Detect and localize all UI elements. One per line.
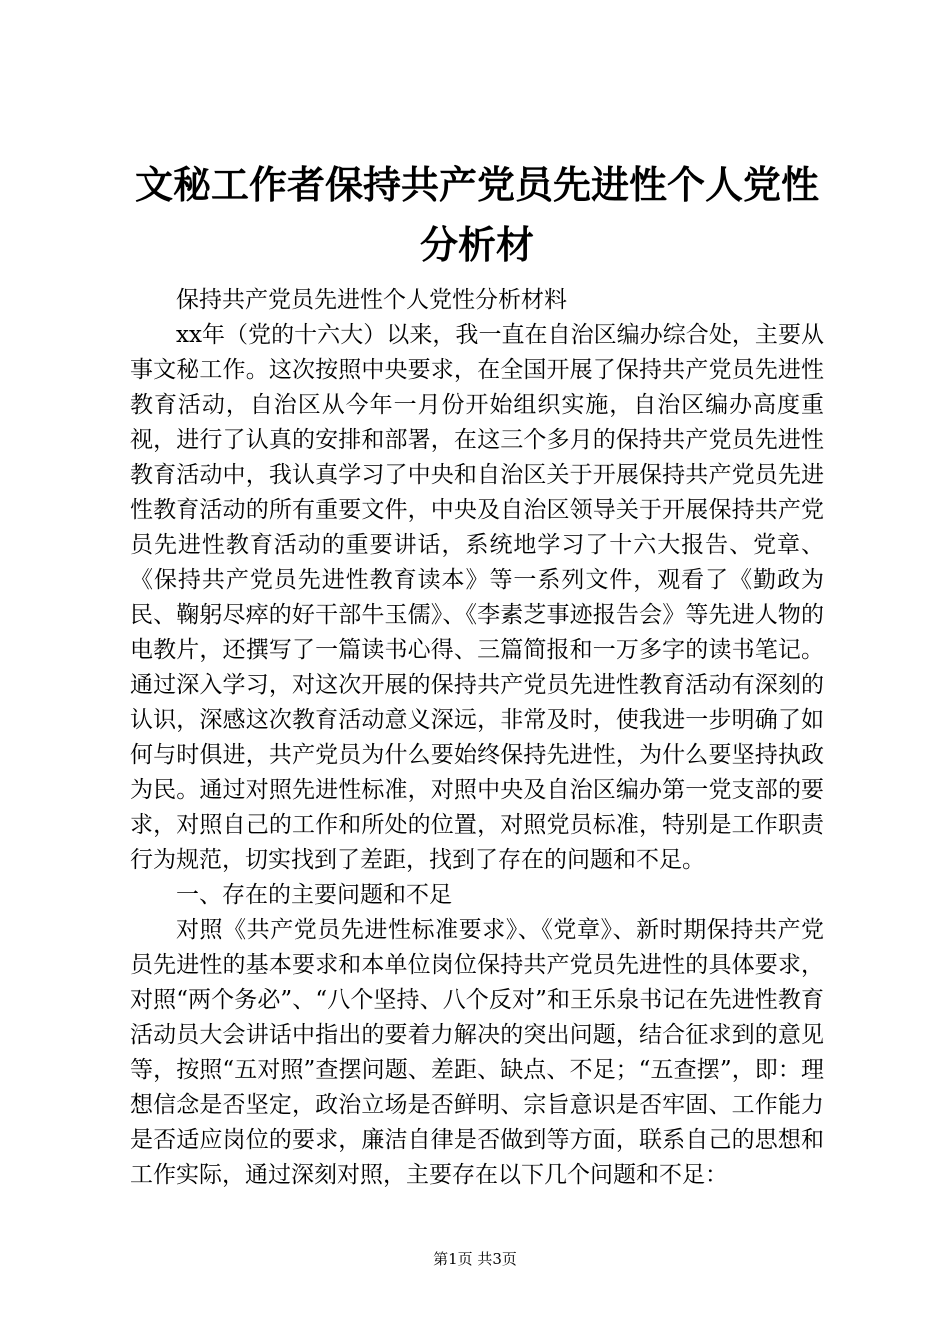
body-paragraph: 对照《共产党员先进性标准要求》、《党章》、新时期保持共产党员先进性的基本要求和本单位岗位保持共产党员先进性的具体要求，对照“两个务必”、“八个坚持、八个反对”和王乐泉书记在先进性教育活动员大会讲话中指出的要着力解决的突出问题，结合征求到的意见等，按照“五对照”查摆问题、差距、缺点、不足；“五查摆”，即：理想信念是否坚定，政治立场是否鲜明、宗旨意识是否牢固、工作能力是否适应岗位的要求，廉洁自律是否做到等方面，联系自己的思想和工作实际，通过深刻对照，主要存在以下几个问题和不足：	[130, 917, 824, 1188]
page-number-footer: 第1页 共3页	[433, 1250, 517, 1268]
document-page	[130, 155, 824, 1193]
body-paragraph: xx年（党的十六大）以来，我一直在自治区编办综合处，主要从事文秘工作。这次按照中央要求，在全国开展了保持共产党员先进性教育活动，自治区从今年一月份开始组织实施，自治区编办高度重视，进行了认真的安排和部署，在这三个多月的保持共产党员先进性教育活动中，我认真学习了中央和自治区关于开展保持共产党员先进性教育活动的所有重要文件，中央及自治区领导关于开展保持共产党员先进性教育活动的重要讲话，系统地学习了十六大报告、党章、《保持共产党员先进性教育读本》等一系列文件，观看了《勤政为民、鞠躬尽瘁的好干部牛玉儒》、《李素芝事迹报告会》等先进人物的电教片，还撰写了一篇读书心得、三篇简报和一万多字的读书笔记。通过深入学习，对这次开展的保持共产党员先进性教育活动有深刻的认识，深感这次教育活动意义深远，非常及时，使我进一步明确了如何与时俱进，共产党员为什么要始终保持先进性，为什么要坚持执政为民。通过对照先进性标准，对照中央及自治区编办第一党支部的要求，对照自己的工作和所处的位置，对照党员标准，特别是工作职责行为规范，切实找到了差距，找到了存在的问题和不足。	[130, 322, 824, 873]
subtitle-paragraph: 保持共产党员先进性个人党性分析材料	[176, 287, 567, 313]
section-heading: 一、存在的主要问题和不足	[176, 882, 452, 908]
document-title: 文秘工作者保持共产党员先进性个人党性分析材	[134, 162, 819, 267]
